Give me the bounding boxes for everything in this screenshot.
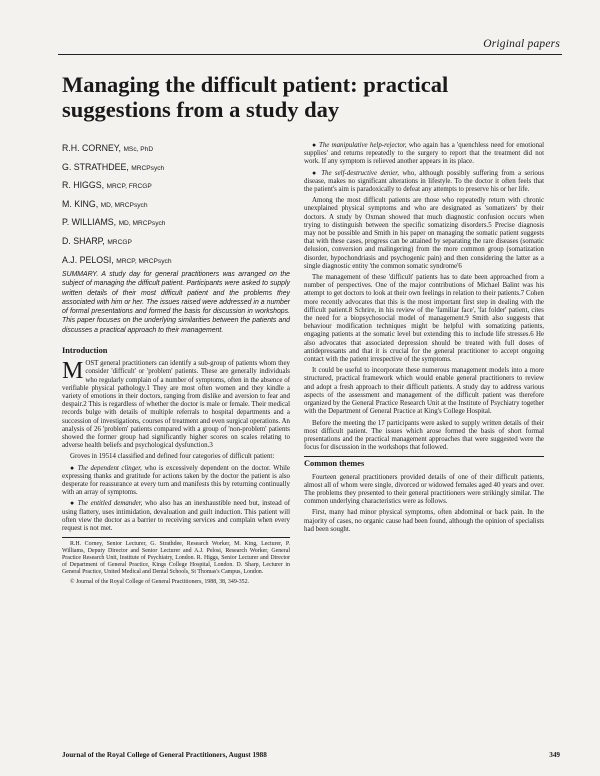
body-paragraph: Before the meeting the 17 participants were asked to supply written details of their most difficult patient. The issues which arose formed the basis of short formal presentations and the practical management approaches that were suggested were the focus for discussion in the workshops that followed. — [304, 419, 544, 452]
bullet-lead: The dependent clinger, — [77, 464, 142, 472]
intro-paragraph: Groves in 19514 classified and defined four categories of difficult patient: — [70, 453, 275, 461]
author-degrees: MRCP, MRCPsych — [116, 257, 172, 265]
journal-citation: Journal of the Royal College of General Practitioners, August 1988 — [62, 751, 267, 759]
author-name: G. STRATHDEE, — [62, 161, 129, 172]
bullet-text: who also has an inexhaustible need but, instead of using flattery, uses intimidation, devaluation and guilt induction. This patient will often view the doctor as a barrier to receiving services and complain when every request is not met. — [62, 500, 291, 533]
body-paragraph: Fourteen general practitioners provided details of one of their difficult patients, almost all of whom were single, divorced or widowed females aged 40 years and over. The problems they presented to their general practitioners were strikingly similar. The common underlying characteristics were as follows. — [304, 473, 544, 506]
intro-text: OST general practitioners can identify a sub-group of patients whom they consider 'difficult' or 'problem' patients. These are generally individuals who regularly complain of a number of symptoms, often in the absence of verifiable physical pathology.1 They are most often women and they kindle a variety of emotions in their doctors, ranging from dislike and aversion to fear and despair.2 This is regardless of whether the doctor is male or female. Their medical records bulge with details of multiple referrals to hospital departments and a succession of investigations, courses of treatment and even surgical operations. An analysis of 26 'problem' patients compared with a group of 'non-problem' patients showed the former group had significantly higher scores on scales relating to adverse health beliefs and psychological dysfunction.3 — [62, 360, 290, 450]
summary: SUMMARY. A study day for general practitioners was arranged on the subject of managing the difficult patient. Participants were asked to supply written details of their most difficult patient and the problems they associated with him or her. The issues raised were addressed in a number of formal presentations and formed the basis for discussion in workshops. This paper focuses on the underlying similarities between the patients and discusses a practical approach to their management. — [62, 271, 290, 334]
author — [62, 214, 287, 233]
author-name: R.H. CORNEY, — [62, 143, 121, 153]
author-name: P. WILLIAMS, — [62, 217, 117, 228]
author — [62, 177, 287, 196]
body-paragraph: First, many had minor physical symptoms, often abdominal or back pain. In the majority of cases, no organic cause had been found, although the opinion of specialists had been sought. — [304, 509, 544, 533]
author-affiliations: R.H. Corney, Senior Lecturer, G. Strathdee, Research Worker, M. King, Lecturer, P. Williams, Deputy Director and Senior Lecturer and A.J. Pelosi, Research Worker, General Practice Research Unit, Institute of Psychiatry, London. R. Higgs, Senior Lecturer and Director of Department of General Practice, Kings College Hospital, London. D. Sharp, Lecturer in General Practice, United Medical and Dental Schools, St Thomas's Campus, London. — [62, 541, 290, 576]
section-rule — [304, 456, 544, 457]
drop-cap: M — [62, 358, 84, 385]
left-column — [62, 347, 290, 589]
author — [62, 233, 287, 252]
intro-paragraph — [62, 360, 290, 450]
author-name: M. KING, — [62, 198, 99, 209]
common-themes-heading: Common themes — [304, 459, 365, 469]
author — [62, 140, 287, 159]
bullet-lead: The manipulative help-rejector, — [319, 142, 407, 149]
author-degrees: MRCP, FRCGP — [106, 183, 152, 191]
bullet-lead: The self-destructive denier, — [321, 169, 399, 177]
author-name: A.J. PELOSI, — [62, 254, 114, 265]
author — [62, 196, 287, 215]
author-name: R. HIGGS, — [62, 180, 105, 191]
bullet-entitled-demander: ● The entitled demander, who also has an inexhaustible need but, instead of using flattery, uses intimidation, devaluation and guilt induction. This patient will often view the doctor as a barrier to receiving services and complain when every request is not met. — [62, 500, 291, 533]
author-name: D. SHARP, — [62, 235, 105, 246]
author-degrees: MRCPsych — [131, 164, 165, 172]
author-degrees: MRCGP — [107, 238, 132, 246]
author-degrees: MSc, PhD — [123, 146, 154, 153]
body-paragraph: The management of these 'difficult' patients has to date been approached from a number of perspectives. One of the major contributions of Michael Balint was his attempt to get doctors to look at their own feelings in relation to their patients.7 Cohen more recently advocates that this is the most important first step in dealing with the difficult patient.8 Schrire, in his review of the 'familiar face', 'fat folder' patient, cites the need for a biopsychosocial model of management.9 Smith also suggests that behaviour modification techniques might be helpful with somatizing patients, engaging patients at the somatic level but extending this to include life stresses.6 He also advocates that associated depression should be treated with full doses of antidepressants and that it is crucial for the general practitioner to accept ongoing contact with the patient irrespective of the symptoms. — [304, 274, 544, 364]
copyright-note: © Journal of the Royal College of General Practitioners, 1988, 38, 349-352. — [70, 579, 250, 586]
bullet-text: who is excessively dependent on the doctor. While expressing thanks and gratitude for actions taken by the doctor the patient is also desperate for reassurance at every turn and manifests this by returning continually with an array of symptoms. — [62, 464, 290, 497]
author — [62, 252, 287, 271]
body-paragraph: Among the most difficult patients are those who repeatedly return with chronic unexplained physical symptoms and who are designated as 'somatizers' by their doctors. A study by Oxman showed that much diagnostic confusion occurs when trying to distinguish between the specific somatizing disorders.5 Precise diagnosis may not be possible and Smith in his paper on managing the somatic patient suggests that with these cases, progress can be attained by separating the rare diseases (somatic delusion, conversion and malingering) from the more common group (somatization disorder, hypochondriasis and psychogenic pain) and then considering the latter as a single diagnostic entity 'the common somatic syndrome'6 — [304, 197, 544, 270]
bullet-self-destructive-denier: ● The self-destructive denier, who, although possibly suffering from a serious disease, makes no significant alterations in lifestyle. To the doctor it often feels that the patient's aim is paradoxically to defeat any attempts to preserve his or her life. — [304, 169, 544, 194]
author-degrees: MD, MRCPsych — [118, 220, 166, 228]
right-column — [304, 142, 544, 537]
bullet-lead: The entitled demander, — [77, 500, 143, 508]
author-degrees: MD, MRCPsych — [100, 201, 148, 209]
intro-heading: Introduction — [62, 346, 108, 355]
body-paragraph: It could be useful to incorporate these numerous management models into a more structured, practical framework which would enable general practitioners to review and adopt a fresh approach to their difficult patients. A study day to address various aspects of the assessment and management of the difficult patient was therefore organized by the General Practice Research Unit at the Institute of Psychiatry together with the Department of General Practice at King's College Hospital. — [304, 367, 544, 416]
bullet-text: who again has a 'quenchless need for emotional supplies' and returns repeatedly to the surgery to report that the treatment did not work. If any symptom is relieved another appears in its place. — [304, 142, 544, 166]
bullet-text: who, although possibly suffering from a serious disease, makes no significant alterations in lifestyle. To the doctor it often feels that the patient's aim is paradoxically to defeat any attempts to preserve his or her life. — [304, 169, 544, 194]
article-title: Managing the difficult patient: practical suggestions from a study day — [62, 72, 449, 122]
page-number: 349 — [549, 751, 560, 759]
header-rule — [58, 54, 562, 55]
section-label: Original papers — [483, 38, 560, 50]
author-list — [62, 140, 287, 270]
bullet-help-rejector: ● The manipulative help-rejector, who again has a 'quenchless need for emotional supplies' and returns repeatedly to the surgery to report that the treatment did not work. If any symptom is relieved another appears in its place. — [304, 142, 544, 166]
bullet-dependent-clinger: ● The dependent clinger, who is excessively dependent on the doctor. While expressing thanks and gratitude for actions taken by the doctor the patient is also desperate for reassurance at every turn and manifests this by returning continually with an array of symptoms. — [62, 464, 290, 497]
footnote-rule — [62, 537, 290, 538]
page-footer — [62, 751, 560, 759]
author — [62, 159, 287, 178]
